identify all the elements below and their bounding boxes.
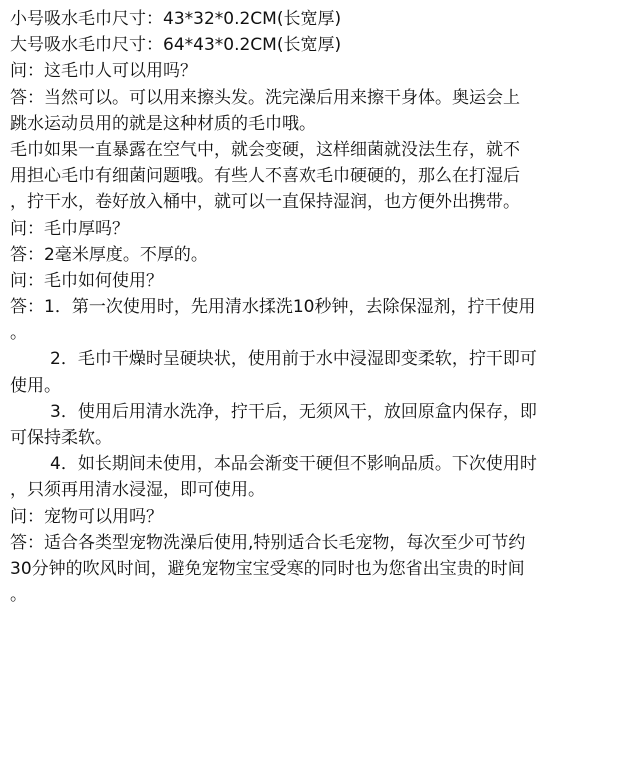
text-line: 3．使用后用清水洗净，拧干后，无须风干，放回原盒内保存，即 bbox=[50, 401, 537, 422]
text-line: 30分钟的吹风时间，避免宠物宝宝受寒的同时也为您省出宝贵的时间 bbox=[10, 558, 525, 579]
text-line: 答：当然可以。可以用来擦头发。洗完澡后用来擦干身体。奥运会上 bbox=[10, 87, 520, 108]
text-line: 毛巾如果一直暴露在空气中，就会变硬，这样细菌就没法生存，就不 bbox=[10, 139, 520, 160]
text-line: 用担心毛巾有细菌问题哦。有些人不喜欢毛巾硬硬的，那么在打湿后 bbox=[10, 166, 520, 187]
text-line: 。 bbox=[10, 585, 27, 606]
text-line: 跳水运动员用的就是这种材质的毛巾哦。 bbox=[10, 113, 316, 134]
text-line: 答：适合各类型宠物洗澡后使用,特别适合长毛宠物，每次至少可节约 bbox=[10, 532, 526, 553]
text-line: 。 bbox=[10, 323, 27, 344]
text-line: 可保持柔软。 bbox=[10, 428, 112, 448]
text-line: ，只须再用清水浸湿，即可使用。 bbox=[10, 480, 265, 501]
text-line: 问：毛巾厚吗？ bbox=[10, 218, 129, 239]
text-line: 4．如长期间未使用，本品会渐变干硬但不影响品质。下次使用时 bbox=[50, 454, 537, 475]
text-line: 使用。 bbox=[10, 375, 61, 396]
text-line: 问：这毛巾人可以用吗？ bbox=[10, 61, 197, 82]
text-line: 问：宠物可以用吗？ bbox=[10, 506, 163, 527]
text-line: 问：毛巾如何使用？ bbox=[10, 270, 163, 291]
text-line: 2．毛巾干燥时呈硬块状，使用前于水中浸湿即变柔软，拧干即可 bbox=[50, 349, 537, 370]
text-line: ，拧干水，卷好放入桶中，就可以一直保持湿润，也方便外出携带。 bbox=[10, 192, 520, 213]
text-line: 答：1．第一次使用时，先用清水揉洗10秒钟，去除保湿剂，拧干使用 bbox=[10, 297, 536, 318]
text-line: 大号吸水毛巾尺寸：64*43*0.2CM(长宽厚) bbox=[10, 35, 342, 56]
text-line: 小号吸水毛巾尺寸：43*32*0.2CM(长宽厚) bbox=[10, 9, 342, 29]
text-line: 答：2毫米厚度。不厚的。 bbox=[10, 244, 208, 265]
product-faq-text bbox=[0, 6, 620, 608]
